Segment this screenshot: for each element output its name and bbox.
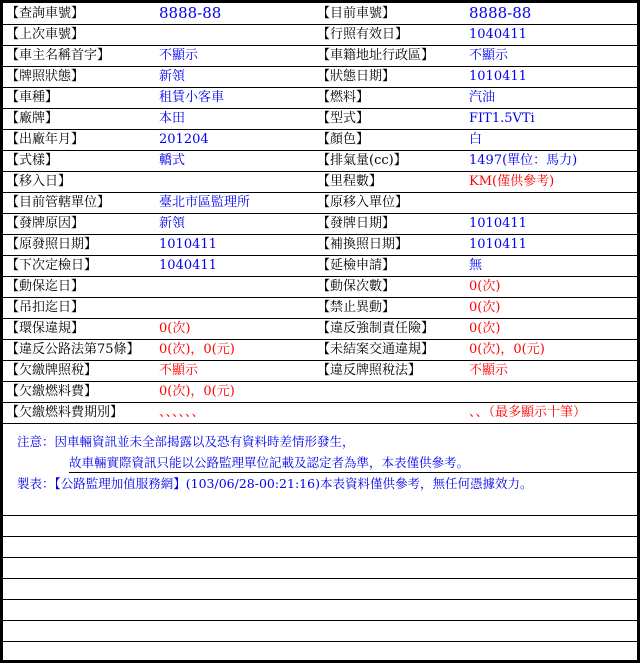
table-row (3, 234, 637, 256)
field-label-left: 【下次定檢日】 (6, 258, 98, 273)
table-row (3, 24, 637, 46)
field-value-left: 本田 (159, 111, 186, 126)
field-value-left: 不顯示 (159, 363, 199, 378)
field-label-right: 【行照有效日】 (317, 27, 409, 42)
field-label-right: 【延檢申請】 (317, 258, 396, 273)
field-label-right: 【禁止異動】 (317, 300, 396, 315)
table-row (3, 87, 637, 109)
table-row (3, 381, 637, 403)
field-value-right: 0(次) (469, 300, 501, 315)
field-value-left: 1010411 (159, 237, 217, 252)
notice-line-2: 故車輛實際資訊只能以公路監理單位記載及認定者為準，本表僅供參考。 (69, 454, 637, 473)
field-label-right: 【發牌日期】 (317, 216, 396, 231)
field-value-right: 1040411 (469, 27, 527, 42)
field-label-right: 【顏色】 (317, 132, 370, 147)
field-label-right: 【車籍地址行政區】 (317, 48, 435, 63)
field-label-left: 【欠繳燃料費期別】 (6, 405, 124, 420)
field-value-left: 0(次)，0(元) (159, 384, 235, 399)
table-row (3, 360, 637, 382)
field-value-right: 1010411 (469, 237, 527, 252)
notice-line-1: 注意：因車輛資訊並未全部揭露以及恐有資料時差情形發生， (17, 434, 355, 449)
field-label-left: 【動保迄日】 (6, 279, 85, 294)
field-value-left: 0(次)，0(元) (159, 342, 235, 357)
field-label-left: 【發牌原因】 (6, 216, 85, 231)
field-value-left (159, 297, 311, 318)
field-label-left: 【牌照狀態】 (6, 69, 85, 84)
field-label-right: 【原移入單位】 (317, 195, 409, 210)
field-label-left: 【查詢車號】 (6, 6, 85, 21)
field-label-right (317, 381, 469, 402)
field-label-right: 【違反牌照稅法】 (317, 363, 422, 378)
field-label-left: 【廠牌】 (6, 111, 59, 126)
field-label-left: 【車種】 (6, 90, 59, 105)
field-value-right (469, 192, 637, 213)
table-row (3, 150, 637, 172)
table-row (3, 402, 637, 424)
field-label-left: 【式樣】 (6, 153, 59, 168)
blank-line (3, 495, 637, 516)
field-value-right: 1497(單位：馬力) (469, 153, 578, 168)
table-row (3, 255, 637, 277)
field-label-right: 【未結案交通違規】 (317, 342, 435, 357)
blank-line (3, 537, 637, 558)
table-row (3, 66, 637, 88)
field-label-left: 【吊扣迄日】 (6, 300, 85, 315)
field-value-left: 租賃小客車 (159, 90, 225, 105)
field-value-right: 1010411 (469, 216, 527, 231)
blank-line (3, 642, 637, 663)
field-value-right: 0(次) (469, 321, 501, 336)
field-label-left: 【欠繳牌照稅】 (6, 363, 98, 378)
field-value-left (159, 276, 311, 297)
field-label-left: 【目前管轄單位】 (6, 195, 111, 210)
field-label-left: 【環保違規】 (6, 321, 85, 336)
field-label-left: 【欠繳燃料費】 (6, 384, 98, 399)
field-value-right: KM(僅供參考) (469, 174, 555, 189)
field-label-left: 【違反公路法第75條】 (6, 342, 140, 357)
table-row (3, 276, 637, 298)
field-value-left: 不顯示 (159, 48, 199, 63)
field-value-left (159, 171, 311, 192)
field-label-right: 【補換照日期】 (317, 237, 409, 252)
field-value-left: 8888-88 (159, 4, 222, 22)
table-row (3, 192, 637, 214)
field-label-right: 【動保次數】 (317, 279, 396, 294)
blank-line (3, 579, 637, 600)
table-row (3, 129, 637, 151)
field-value-left: 轎式 (159, 153, 186, 168)
field-value-left: 0(次) (159, 321, 191, 336)
field-value-right: 8888-88 (469, 4, 532, 22)
field-value-left: 新領 (159, 216, 186, 231)
table-row (3, 3, 637, 25)
field-value-right: 不顯示 (469, 363, 509, 378)
field-value-right: 、、（最多顯示十筆） (469, 405, 587, 420)
field-label-right: 【型式】 (317, 111, 370, 126)
field-label-left: 【車主名稱首字】 (6, 48, 111, 63)
field-value-left: 1040411 (159, 258, 217, 273)
table-row (3, 45, 637, 67)
field-value-right (469, 381, 637, 402)
field-value-right: 0(次)，0(元) (469, 342, 545, 357)
field-value-left: 新領 (159, 69, 186, 84)
table-row (3, 297, 637, 319)
field-label-left: 【原發照日期】 (6, 237, 98, 252)
field-value-right: 1010411 (469, 69, 527, 84)
field-value-right: 白 (469, 132, 483, 147)
field-label-left: 【上次車號】 (6, 27, 85, 42)
table-row (3, 108, 637, 130)
field-label-right: 【里程數】 (317, 174, 383, 189)
field-label-right: 【燃料】 (317, 90, 370, 105)
field-value-left: 、、、、、、 (159, 405, 205, 420)
table-row (3, 171, 637, 193)
field-label-right: 【排氣量(cc)】 (317, 153, 407, 168)
blank-line (3, 600, 637, 621)
field-label-right: 【目前車號】 (317, 6, 396, 21)
table-row (3, 213, 637, 235)
field-label-right: 【狀態日期】 (317, 69, 396, 84)
blank-line (3, 558, 637, 579)
field-value-right: 0(次) (469, 279, 501, 294)
field-value-left (159, 24, 311, 45)
field-value-right: 無 (469, 258, 483, 273)
field-label-right (317, 402, 469, 423)
field-value-left: 臺北市區監理所 (159, 195, 251, 210)
blank-line (3, 621, 637, 642)
field-value-right: 不顯示 (469, 48, 509, 63)
field-value-right: 汽油 (469, 90, 496, 105)
field-value-left: 201204 (159, 132, 209, 147)
field-value-right: FIT1.5VTi (469, 111, 535, 126)
field-label-right: 【違反強制責任險】 (317, 321, 435, 336)
table-row (3, 339, 637, 361)
table-row (3, 318, 637, 340)
footer-made-by: 製表：【公路監理加值服務網】(103/06/28-00:21:16)本表資料僅供參考，無任何憑據效力。 (17, 476, 533, 491)
field-label-left: 【移入日】 (6, 174, 72, 189)
blank-line (3, 516, 637, 537)
field-label-left: 【出廠年月】 (6, 132, 85, 147)
